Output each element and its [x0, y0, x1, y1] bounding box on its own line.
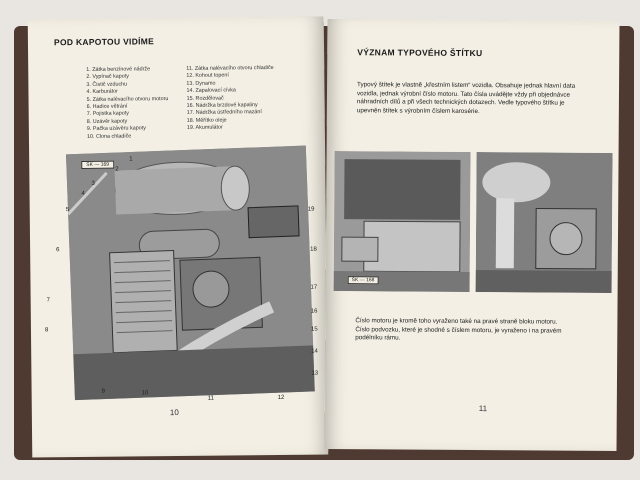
callout-label: 19: [307, 206, 315, 213]
callout-label: 9: [101, 388, 105, 395]
legend-item: 5. Zátka nalévacího otvoru motoru: [86, 95, 169, 103]
legend-column-2: [186, 65, 274, 133]
callout-label: 13: [311, 370, 319, 377]
figure-reference: ŠK — 168: [348, 276, 379, 284]
legend-item: 3. Čistič vzduchu: [86, 81, 128, 88]
legend-item: 18. Měřítko oleje: [186, 117, 227, 124]
legend-item: 12. Kohout topení: [186, 72, 229, 80]
engine-bay-illustration: [66, 146, 315, 401]
engine-number-photo-right: [476, 152, 613, 293]
paragraph-top: Typový štítek je vlastně „křestním listem“ vozidla. Obsahuje jednak hlavní data vozidla, jednak výrobní číslo motoru. Tato čísla uvádějte vždy při objednávce náhradních dílů a při všech technických dotazech. Vedle typového štítku je upevněn štítek s výrobním číslem karosérie.: [356, 81, 576, 115]
callout-label: 11: [207, 395, 214, 402]
left-page: [28, 16, 329, 457]
left-page-heading: POD KAPOTOU VIDÍME: [53, 36, 155, 48]
callout-label: 7: [46, 297, 51, 304]
legend-item: 9. Pačka uzávěru kapoty: [86, 125, 146, 133]
callout-label: 14: [311, 348, 318, 355]
callout-label: 15: [310, 326, 318, 333]
paragraph-bottom: [355, 317, 587, 344]
callout-label: 10: [141, 390, 149, 397]
paragraph-bottom-line-1: Číslo motoru je kromě toho vyraženo také na pravé straně bloku motoru.: [355, 317, 558, 326]
legend-column-1: [86, 66, 169, 141]
callout-label: 2: [115, 166, 119, 173]
callout-label: 18: [310, 246, 317, 253]
right-page: [325, 19, 620, 451]
callout-label: 6: [56, 247, 60, 254]
legend-item: 7. Pojistka kapoty: [86, 110, 129, 118]
legend-item: 17. Nádržka ústředního mazání: [186, 109, 262, 117]
page-number: 10: [169, 408, 179, 418]
callout-label: 3: [91, 180, 95, 187]
callout-label: 17: [310, 284, 318, 291]
figure-reference: ŠK — 169: [81, 161, 114, 169]
legend-item: 6. Hadice větrání: [86, 103, 128, 110]
legend-item: 1. Zátka benzínové nádrže: [86, 66, 151, 73]
legend-item: 2. Vypínač kapoty: [86, 73, 130, 81]
legend-item: 19. Akumulátor: [186, 124, 223, 132]
legend-item: 10. Clona chladiče: [86, 133, 132, 140]
callout-label: 12: [277, 394, 285, 401]
page-number: 11: [478, 404, 488, 414]
callout-label: 1: [129, 156, 133, 163]
callout-label: 8: [44, 327, 49, 334]
type-plate-photo-left: [334, 151, 471, 292]
legend-item: 15. Rozdělovač: [186, 95, 224, 102]
legend-item: 16. Nádržka brzdové kapaliny: [186, 102, 258, 109]
legend-item: 13. Dynamo: [186, 80, 216, 87]
right-page-heading: VÝZNAM TYPOVÉHO ŠTÍTKU: [357, 47, 483, 59]
callout-label: 16: [310, 308, 318, 315]
legend-item: 14. Zapalovací cívka: [186, 87, 236, 95]
legend-item: 8. Uzávěr kapoty: [86, 118, 128, 125]
legend-item: 11. Zátka nalévacího otvoru chladiče: [186, 64, 274, 72]
engine-bay-photo: [66, 146, 315, 401]
callout-label: 5: [65, 207, 70, 214]
legend-item: 4. Karburátor: [86, 88, 118, 96]
callout-label: 4: [81, 190, 85, 198]
paragraph-bottom-line-2: Číslo podvozku, které je shodné s číslem motoru, je vyraženo i na pravém podélníku rámu.: [355, 325, 562, 342]
